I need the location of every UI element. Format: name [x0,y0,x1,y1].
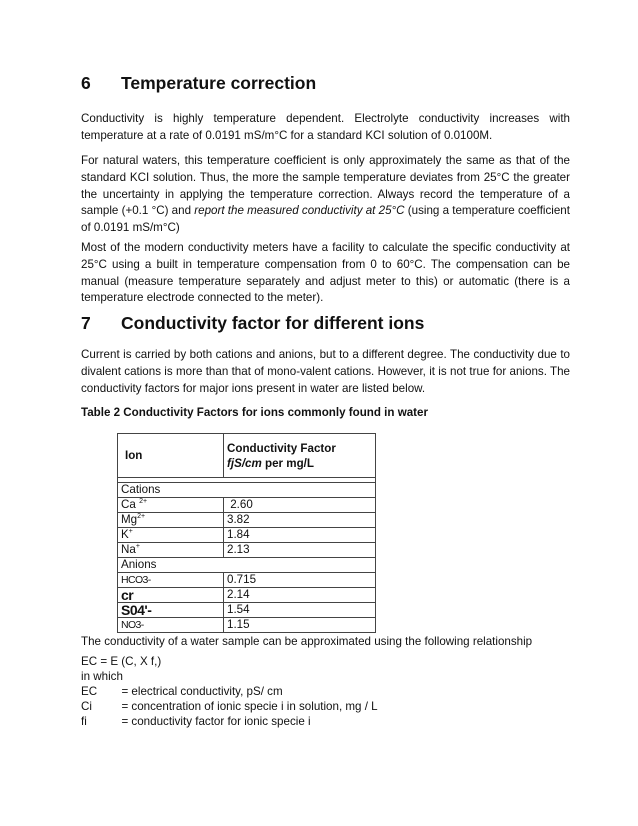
ion-cell [118,528,224,543]
ion-symbol: Na [121,543,136,556]
definition-symbol: EC [81,685,98,698]
ion-cell [118,513,224,528]
table-row [118,603,376,618]
factor-cell: 1.84 [224,528,376,543]
header-factor-label: Conductivity Factor [227,441,336,455]
table-row [118,618,376,633]
ion-cell: cr [118,588,224,603]
ion-cell [118,498,224,513]
section-7-paragraph-1: Current is carried by both cations and anions, but to a different degree. The conductivity due to divalent cations is more than that of mono-valent cations. However, it is not true for anions. The conductivity factors for major ions present in water are listed below. [81,348,570,395]
relationship-intro: The conductivity of a water sample can be approximated using the following relationship [81,635,533,648]
table-row [118,513,376,528]
conductivity-factor-table [117,433,376,633]
section-7-title: Conductivity factor for different ions [121,313,425,333]
definition-ci [81,699,378,714]
factor-cell: 2.14 [224,588,376,603]
section-6-paragraph-1: Conductivity is highly temperature dependent. Electrolyte conductivity increases with temperature at a rate of 0.0191 mS/m°C for a standard KCI solution of 0.0100M. [81,112,570,142]
ion-charge: + [128,528,133,536]
section-6-paragraph-2-part-a: For natural waters, this temperature coefficient is only approximately the same as that of the standard KCI solution. Thus, the more the sample temperature deviates from 25°C the greater the uncertainty in applying the temperature correction. Always record the temperature of a sample (+0.1 °C) and [81,154,570,218]
table-row [118,528,376,543]
section-6-heading [81,73,316,94]
relationship-in-which: in which [81,670,123,683]
table-group-row [118,483,376,498]
section-6-paragraph-2-part-b: (using a temperature coefficient of 0.0191 mS/m°C) [81,204,570,235]
ion-charge: + [135,543,140,551]
ion-cell: HCO3- [118,573,224,588]
table-row [118,543,376,558]
factor-cell: 0.715 [224,573,376,588]
definition-fi [81,714,311,729]
factor-cell [224,498,376,513]
section-6-paragraph-2 [81,153,570,237]
table-row [118,498,376,513]
table-header-row [118,434,376,478]
header-unit-rest: per mg/L [261,456,314,470]
ion-symbol: Mg [121,513,138,526]
header-factor [224,434,376,478]
table-group-row [118,558,376,573]
table-caption: Table 2 Conductivity Factors for ions commonly found in water [81,406,428,419]
table-row [118,588,376,603]
factor-cell: 1.15 [224,618,376,633]
factor-cell: 3.82 [224,513,376,528]
header-ion: Ion [118,434,224,478]
section-6-number: 6 [81,73,91,93]
ion-cell: S04'- [118,603,224,618]
definition-ec [81,684,283,699]
ion-charge: 2+ [139,498,148,506]
header-factor-unit [227,456,375,471]
definition-symbol: fi [81,715,87,728]
header-unit-italic: fjS/cm [227,456,262,470]
ion-cell: NO3- [118,618,224,633]
definition-symbol: Ci [81,700,92,713]
section-7-number: 7 [81,313,91,333]
section-6-paragraph-3: Most of the modern conductivity meters have a facility to calculate the specific conductivity at 25°C using a built in temperature compensation from 0 to 60°C. The compensation can be manual (measure temperature separately and adjust meter to this) or automatic (there is a temperature electrode connected to the meter). [81,241,570,305]
factor-value: 2.60 [230,498,253,511]
section-6-paragraph-2-emphasis: report the measured conductivity at 25°C [194,204,405,218]
anions-label: Anions [118,558,376,573]
ion-cell [118,543,224,558]
factor-cell: 2.13 [224,543,376,558]
definition-text: = conductivity factor for ionic specie i [115,715,311,728]
relationship-equation: EC = E (C, X f,) [81,655,162,668]
factor-cell: 1.54 [224,603,376,618]
definition-text: = concentration of ionic specie i in solution, mg / L [115,700,378,713]
ion-charge: 2+ [137,513,146,521]
cations-label: Cations [118,483,376,498]
ion-symbol: Ca [121,498,136,511]
ion-symbol: K [121,528,129,541]
definition-text: = electrical conductivity, pS/ cm [115,685,283,698]
table-row [118,573,376,588]
section-7-heading [81,313,424,334]
section-6-title: Temperature correction [121,73,317,93]
